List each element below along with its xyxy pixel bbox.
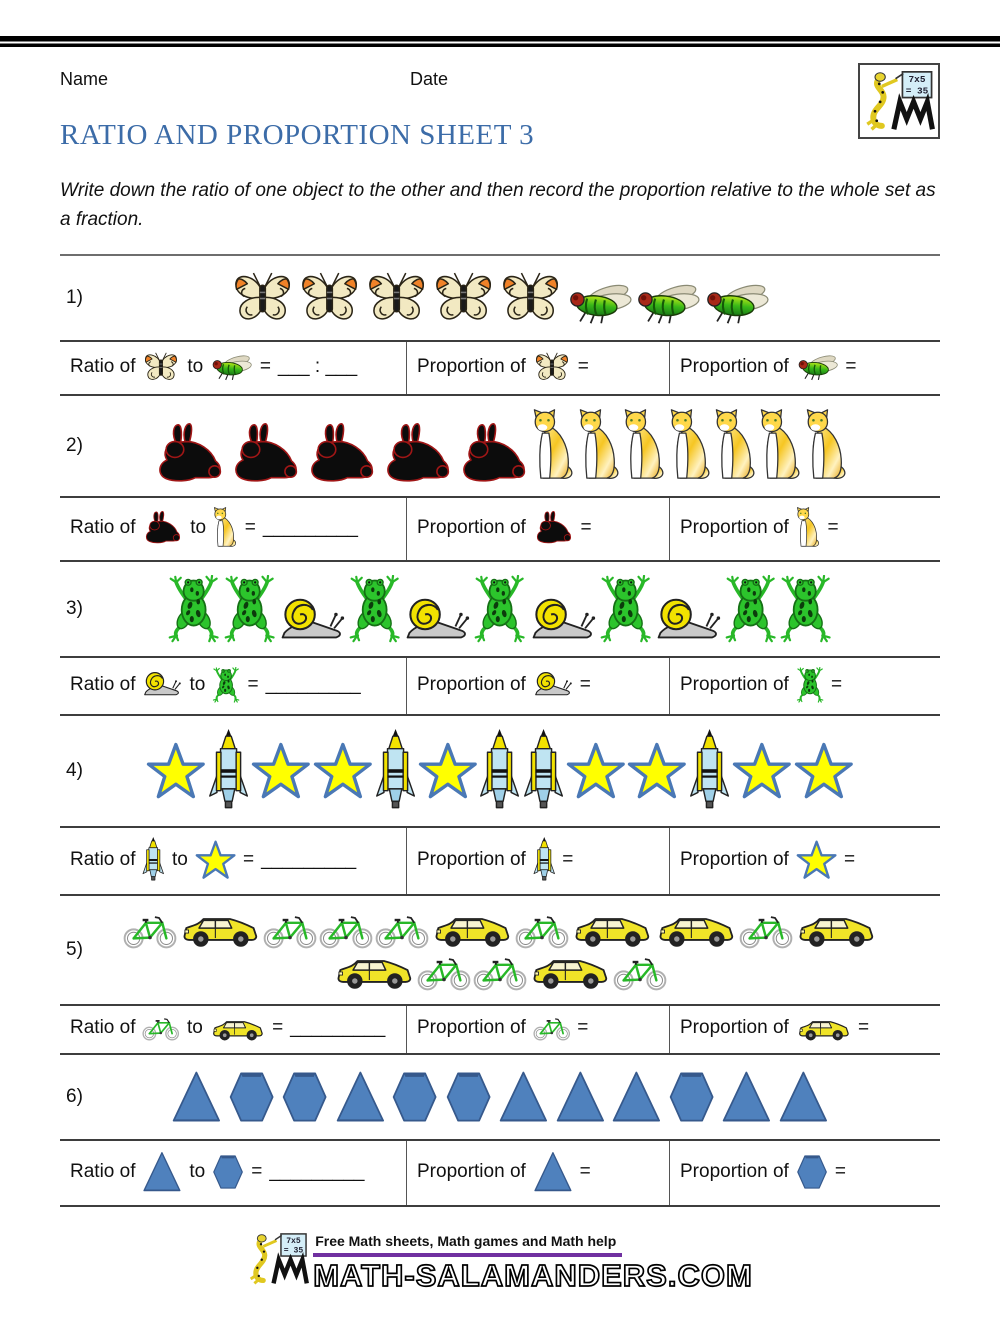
equals-sign: =: [259, 355, 271, 377]
question-5: [60, 909, 940, 1055]
proportion-b-cell: [669, 1141, 940, 1205]
triangle-icon: [335, 1069, 386, 1125]
triangle-icon: [721, 1069, 772, 1125]
page-title: RATIO AND PROPORTION SHEET 3: [60, 119, 535, 151]
ratio-prefix: Ratio of: [70, 1160, 136, 1182]
frog-icon: [796, 667, 824, 703]
triangle-icon: [498, 1069, 549, 1125]
fly-icon: [634, 281, 701, 325]
proportion-prefix: Proportion of: [680, 673, 789, 695]
car-icon: [179, 909, 261, 949]
question-4: [60, 729, 940, 896]
proportion-prefix: Proportion of: [680, 355, 789, 377]
proportion-a-cell: [406, 342, 669, 394]
frog-icon: [599, 575, 652, 643]
question-5-objects-row: [60, 909, 940, 991]
question-6: [60, 1068, 940, 1207]
equals-sign: =: [834, 1160, 846, 1182]
equals-sign: =: [579, 1160, 591, 1182]
question-3: [60, 575, 940, 716]
rocket-icon: [479, 729, 520, 813]
rocket-icon: [689, 729, 730, 813]
star-icon: [146, 742, 206, 800]
proportion-prefix: Proportion of: [417, 516, 526, 538]
bike-icon: [473, 955, 527, 991]
equals-sign: =: [827, 516, 839, 538]
proportion-prefix: Proportion of: [417, 1017, 526, 1039]
proportion-a-cell: [406, 828, 669, 894]
proportion-b-cell: [669, 828, 940, 894]
proportion-prefix: Proportion of: [417, 1160, 526, 1182]
top-double-rule: [0, 36, 1000, 47]
car-icon: [571, 909, 653, 949]
footer-logo: [247, 1231, 309, 1292]
snail-icon: [654, 597, 722, 643]
equals-sign: =: [251, 1160, 263, 1182]
triangle-icon: [555, 1069, 606, 1125]
ratio-cell: [60, 1006, 406, 1053]
equals-sign: =: [577, 1017, 589, 1039]
ratio-prefix: Ratio of: [70, 848, 136, 870]
proportion-prefix: Proportion of: [680, 1017, 789, 1039]
fly-icon: [796, 353, 839, 381]
ratio-cell: [60, 828, 406, 894]
frog-icon: [724, 575, 777, 643]
question-number: 3): [66, 597, 83, 619]
fly-icon: [703, 281, 770, 325]
rocket-icon: [523, 729, 564, 813]
question-1-objects-row: [60, 269, 940, 327]
equals-sign: =: [562, 848, 574, 870]
proportion-a-cell: [406, 658, 669, 714]
bike-icon: [142, 1016, 180, 1041]
rabbit-icon: [533, 511, 574, 544]
proportion-b-cell: [669, 342, 940, 394]
fly-icon: [210, 353, 253, 381]
star-icon: [251, 742, 311, 800]
equals-sign: =: [845, 355, 857, 377]
cat-icon: [796, 507, 821, 549]
footer: [60, 1231, 940, 1294]
equals-sign: =: [843, 848, 856, 870]
hexagon-icon: [796, 1153, 828, 1191]
object-line: [123, 909, 876, 949]
logo-board-line2: = 35: [905, 85, 929, 97]
ratio-prefix: Ratio of: [70, 1017, 136, 1039]
hexagon-icon: [281, 1069, 328, 1125]
question-1: [60, 269, 940, 396]
ratio-cell: [60, 658, 406, 714]
logo-board-line2: = 35: [283, 1246, 304, 1256]
proportion-prefix: Proportion of: [680, 848, 789, 870]
questions: [60, 269, 940, 1207]
bike-icon: [533, 1016, 571, 1041]
hexagon-icon: [228, 1069, 275, 1125]
frog-icon: [348, 575, 401, 643]
equals-sign: =: [247, 673, 259, 695]
frog-icon: [223, 575, 276, 643]
question-3-objects-row: [60, 575, 940, 643]
to-word: to: [186, 1017, 203, 1039]
proportion-prefix: Proportion of: [417, 673, 526, 695]
star-icon: [732, 742, 792, 800]
proportion-b-cell: [669, 498, 940, 560]
snail-icon: [529, 597, 597, 643]
name-label: Name: [60, 69, 109, 89]
salamander-logo-icon: [247, 1231, 309, 1287]
frog-icon: [212, 667, 240, 703]
rabbit-icon: [456, 423, 530, 483]
cat-icon: [623, 409, 666, 483]
object-set: [146, 729, 853, 813]
footer-tagline: Free Math sheets, Math games and Math help: [313, 1233, 622, 1257]
object-line: [230, 270, 770, 325]
footer-text-block: [313, 1233, 753, 1294]
bike-icon: [739, 913, 793, 949]
question-number: 5): [66, 938, 83, 960]
salamander-logo-icon: [863, 69, 935, 133]
snail-icon: [533, 671, 573, 698]
object-set: [171, 1069, 829, 1125]
equals-sign: =: [831, 673, 843, 695]
proportion-prefix: Proportion of: [680, 1160, 789, 1182]
question-number: 4): [66, 759, 83, 781]
car-icon: [431, 909, 513, 949]
bike-icon: [375, 913, 429, 949]
car-icon: [795, 909, 877, 949]
triangle-icon: [142, 1150, 182, 1194]
rocket-icon: [533, 837, 556, 883]
to-word: to: [187, 355, 204, 377]
ratio-blank: ___ : ___: [277, 355, 358, 377]
hexagon-icon: [391, 1069, 438, 1125]
section-divider: [60, 254, 940, 256]
equals-sign: =: [577, 355, 589, 377]
question-number: 2): [66, 434, 83, 456]
question-6-objects-row: [60, 1068, 940, 1126]
ratio-blank: _________: [265, 673, 361, 695]
rabbit-icon: [304, 423, 378, 483]
cat-icon: [213, 507, 238, 549]
question-2: [60, 409, 940, 562]
rabbit-icon: [142, 511, 183, 544]
object-set: [152, 409, 849, 483]
proportion-prefix: Proportion of: [417, 848, 526, 870]
hexagon-icon: [212, 1153, 244, 1191]
rocket-icon: [208, 729, 249, 813]
logo-monogram: [894, 102, 933, 129]
fly-icon: [566, 281, 633, 325]
hexagon-icon: [445, 1069, 492, 1125]
question-2-objects-row: [60, 409, 940, 483]
cat-icon: [805, 409, 848, 483]
hexagon-icon: [668, 1069, 715, 1125]
star-icon: [794, 742, 854, 800]
object-line: [167, 575, 832, 643]
proportion-a-cell: [406, 498, 669, 560]
rocket-icon: [375, 729, 416, 813]
frog-icon: [167, 575, 220, 643]
bike-icon: [613, 955, 667, 991]
equals-sign: =: [858, 1017, 870, 1039]
cat-icon: [669, 409, 712, 483]
question-number: 6): [66, 1085, 83, 1107]
butterfly-icon: [498, 270, 563, 325]
footer-site-name: MATH-SALAMANDERS.COM: [313, 1257, 753, 1293]
star-icon: [195, 840, 236, 880]
logo-monogram: [274, 1260, 307, 1284]
star-icon: [796, 840, 837, 880]
triangle-icon: [171, 1069, 222, 1125]
question-4-answer-table: [60, 826, 940, 896]
question-5-answer-table: [60, 1004, 940, 1055]
cat-icon: [759, 409, 802, 483]
equals-sign: =: [580, 516, 592, 538]
question-2-answer-table: [60, 496, 940, 562]
cat-icon: [532, 409, 575, 483]
object-line: [152, 409, 849, 483]
proportion-a-cell: [406, 1006, 669, 1053]
object-line: [333, 951, 667, 991]
proportion-prefix: Proportion of: [680, 516, 789, 538]
bike-icon: [319, 913, 373, 949]
ratio-prefix: Ratio of: [70, 673, 136, 695]
worksheet-page: [0, 63, 1000, 1294]
car-icon: [333, 951, 415, 991]
proportion-b-cell: [669, 658, 940, 714]
butterfly-icon: [297, 270, 362, 325]
butterfly-icon: [142, 351, 180, 383]
car-icon: [210, 1015, 265, 1042]
snail-icon: [142, 671, 182, 698]
bike-icon: [515, 913, 569, 949]
question-number: 1): [66, 286, 83, 308]
triangle-icon: [778, 1069, 829, 1125]
ratio-blank: _________: [290, 1017, 386, 1039]
ratio-cell: [60, 1141, 406, 1205]
instructions-text: Write down the ratio of one object to the other and then record the proportion relative to the whole set as a fraction.: [60, 180, 936, 231]
to-word: to: [189, 673, 206, 695]
object-set: [167, 575, 832, 643]
butterfly-icon: [533, 351, 571, 383]
butterfly-icon: [230, 270, 295, 325]
proportion-prefix: Proportion of: [417, 355, 526, 377]
snail-icon: [278, 597, 346, 643]
equals-sign: =: [244, 516, 256, 538]
triangle-icon: [611, 1069, 662, 1125]
object-set: [123, 909, 876, 991]
triangle-icon: [533, 1150, 573, 1194]
to-word: to: [171, 848, 188, 870]
star-icon: [313, 742, 373, 800]
ratio-prefix: Ratio of: [70, 355, 136, 377]
date-label: Date: [410, 69, 449, 89]
question-6-answer-table: [60, 1139, 940, 1207]
ratio-blank: _________: [262, 516, 358, 538]
equals-sign: =: [579, 673, 591, 695]
car-icon: [529, 951, 611, 991]
car-icon: [655, 909, 737, 949]
to-word: to: [190, 516, 207, 538]
car-icon: [796, 1015, 851, 1042]
bike-icon: [417, 955, 471, 991]
rabbit-icon: [152, 423, 226, 483]
equals-sign: =: [272, 1017, 284, 1039]
rocket-icon: [142, 837, 165, 883]
snail-icon: [403, 597, 471, 643]
to-word: to: [189, 1160, 206, 1182]
proportion-a-cell: [406, 1141, 669, 1205]
star-icon: [627, 742, 687, 800]
object-line: [146, 729, 853, 813]
logo-board-line1: 7x5: [286, 1236, 301, 1246]
ratio-blank: _________: [261, 848, 357, 870]
object-set: [230, 270, 770, 325]
star-icon: [566, 742, 626, 800]
ratio-cell: [60, 342, 406, 394]
cat-icon: [714, 409, 757, 483]
question-1-answer-table: [60, 340, 940, 396]
header-row: [60, 63, 940, 97]
rabbit-icon: [380, 423, 454, 483]
equals-sign: =: [243, 848, 255, 870]
star-icon: [418, 742, 478, 800]
object-line: [171, 1069, 829, 1125]
cat-icon: [578, 409, 621, 483]
bike-icon: [123, 913, 177, 949]
ratio-blank: _________: [269, 1160, 365, 1182]
frog-icon: [779, 575, 832, 643]
proportion-b-cell: [669, 1006, 940, 1053]
frog-icon: [473, 575, 526, 643]
bike-icon: [263, 913, 317, 949]
rabbit-icon: [228, 423, 302, 483]
question-3-answer-table: [60, 656, 940, 716]
butterfly-icon: [431, 270, 496, 325]
butterfly-icon: [364, 270, 429, 325]
ratio-cell: [60, 498, 406, 560]
ratio-prefix: Ratio of: [70, 516, 136, 538]
math-salamanders-logo: [858, 63, 940, 139]
logo-board-line1: 7x5: [908, 74, 926, 86]
question-4-objects-row: [60, 729, 940, 813]
